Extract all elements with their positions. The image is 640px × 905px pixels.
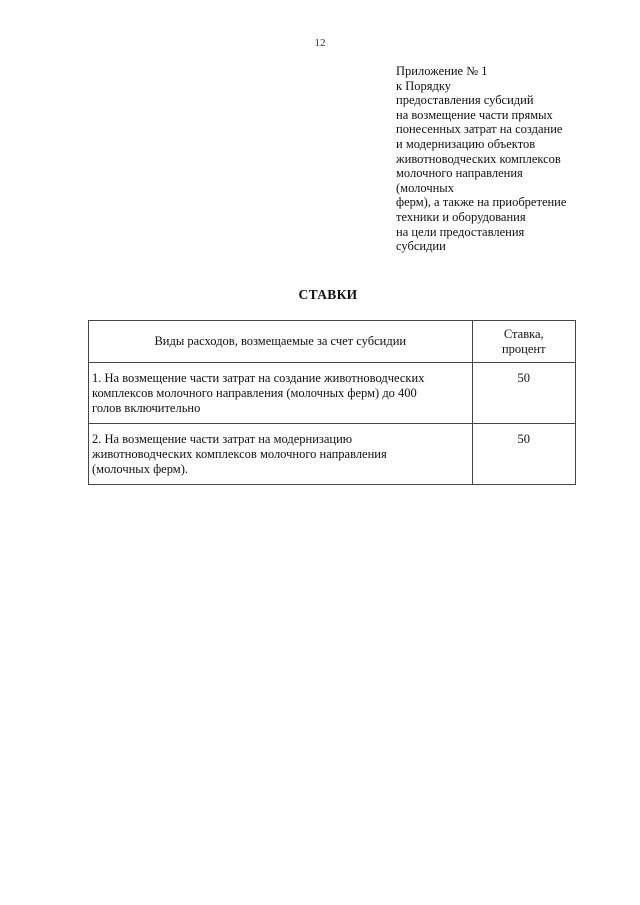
expense-type-cell: [89, 363, 473, 424]
table-row: [89, 363, 576, 424]
cell-text-line: животноводческих комплексов молочного направления: [92, 447, 387, 461]
table-row: [89, 424, 576, 485]
table-header-row: [89, 321, 576, 363]
rate-cell: 50: [472, 363, 575, 424]
cell-text-line: 2. На возмещение части затрат на модернизацию: [92, 432, 353, 446]
document-title: СТАВКИ: [298, 287, 358, 302]
appendix-line: ферм), а также на приобретение: [396, 195, 567, 210]
cell-text-line: комплексов молочного направления (молочных ферм) до 400: [92, 386, 417, 400]
header-rate-line: процент: [501, 341, 546, 356]
appendix-line: и модернизацию объектов: [396, 136, 536, 151]
appendix-line: молочного направления: [396, 166, 523, 181]
header-rate-line: Ставка,: [503, 326, 544, 341]
appendix-line: на цели предоставления: [396, 224, 525, 239]
appendix-line: субсидии: [396, 239, 446, 254]
appendix-line: к Порядку: [396, 78, 451, 93]
appendix-line: предоставления субсидий: [396, 93, 534, 108]
cell-text-line: 1. На возмещение части затрат на создание животноводческих: [92, 371, 425, 385]
rates-table: [88, 320, 576, 485]
expense-type-cell: [89, 424, 473, 485]
header-expense-type: Виды расходов, возмещаемые за счет субсидии: [89, 321, 473, 363]
page-number: 12: [314, 37, 326, 49]
appendix-line: техники и оборудования: [396, 209, 526, 224]
appendix-line: на возмещение части прямых: [396, 107, 553, 122]
appendix-line: Приложение № 1: [396, 64, 488, 78]
appendix-block: [396, 64, 626, 254]
appendix-line: (молочных: [396, 180, 454, 195]
cell-text-line: голов включительно: [92, 401, 201, 415]
appendix-line: понесенных затрат на создание: [396, 122, 563, 137]
appendix-line: животноводческих комплексов: [396, 151, 561, 166]
cell-text-line: (молочных ферм).: [92, 462, 188, 476]
header-rate: [472, 321, 575, 363]
rate-cell: 50: [472, 424, 575, 485]
